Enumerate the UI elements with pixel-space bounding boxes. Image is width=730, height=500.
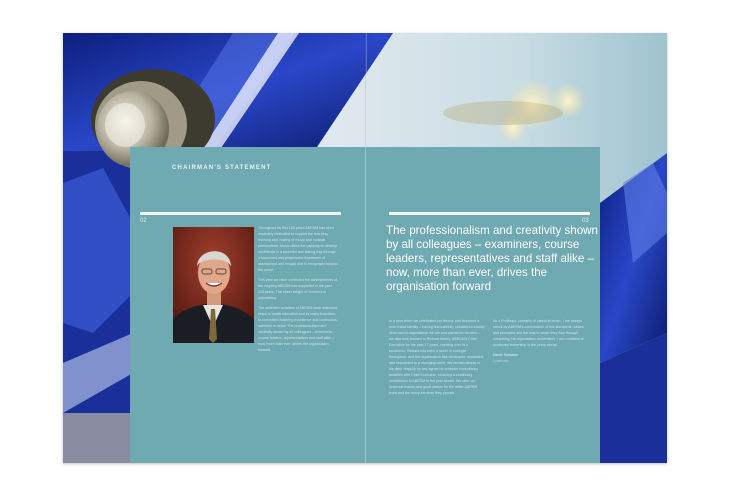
right-paragraph: As a Professor, primarily of classical music, I am always struck by ABRSM's combination of fine standards, values and principles and the way in which they flow through everything the organisation undertakes. I am confident of continued leadership in the years ahead. <box>493 319 584 347</box>
page-number-right: 03 <box>582 218 589 224</box>
left-paragraph: This year we have continued the achievements of the ongoing ABRSM has supported in the past 125 years. The sheer weight of numbers is astonishing. <box>258 278 337 300</box>
left-paragraph: Throughout its first 125 years ABRSM has been resolutely motivated to support the teaching, learning and making of music and musical performance. Music offers the capacity to develop confidence in a powerful and lasting way through a structured and progressive framework of assessment and reward that is recognised around the world. <box>258 226 338 272</box>
page-number-left: 02 <box>140 218 147 224</box>
signature-role: Chairman <box>493 359 509 363</box>
left-rule <box>140 212 341 215</box>
chairman-portrait <box>173 227 254 343</box>
panel-fold-line <box>365 147 366 463</box>
right-rule <box>389 212 590 215</box>
section-title: CHAIRMAN'S STATEMENT <box>172 165 272 171</box>
left-body-text <box>258 225 338 357</box>
left-paragraph: The collective activities of ABRSM have extensive reach in music education and its many branches, to committed fostering excellence and continuous attention to detail. The professionalism and creativity shown by all colleagues – examiners, course leaders, representatives and staff alike – now, more than ever, drives the organisation forward. <box>258 306 338 352</box>
right-body-column-1: In a year when we celebrated our history and launched a new brand identity – having first carefully considered exactly what sort of organisation we are and wanted to become – we also look forward to Richard Morris, ABRSM's Chief Executive for the past 17 years, handing over to a successor. Richard has been a tower of strength throughout, and the organisation has developed, expanded, and responded to a changing world. We remain deeply in his debt. Happily he has agreed to continue consultancy activities with Chief Executive, ensuring a continuing contribution to ABRSM in the year ahead. We offer our sincerest thanks and good wishes for the wider ABRSM team and the many services they provide. <box>389 319 485 395</box>
signature-name: Name Surname <box>493 353 519 357</box>
pull-quote: The professionalism and creativity shown by all colleagues – examiners, course leaders, representatives and staff alike – now, more than ever, drives the organisation forward <box>386 224 599 293</box>
right-body-column-2 <box>493 318 589 364</box>
